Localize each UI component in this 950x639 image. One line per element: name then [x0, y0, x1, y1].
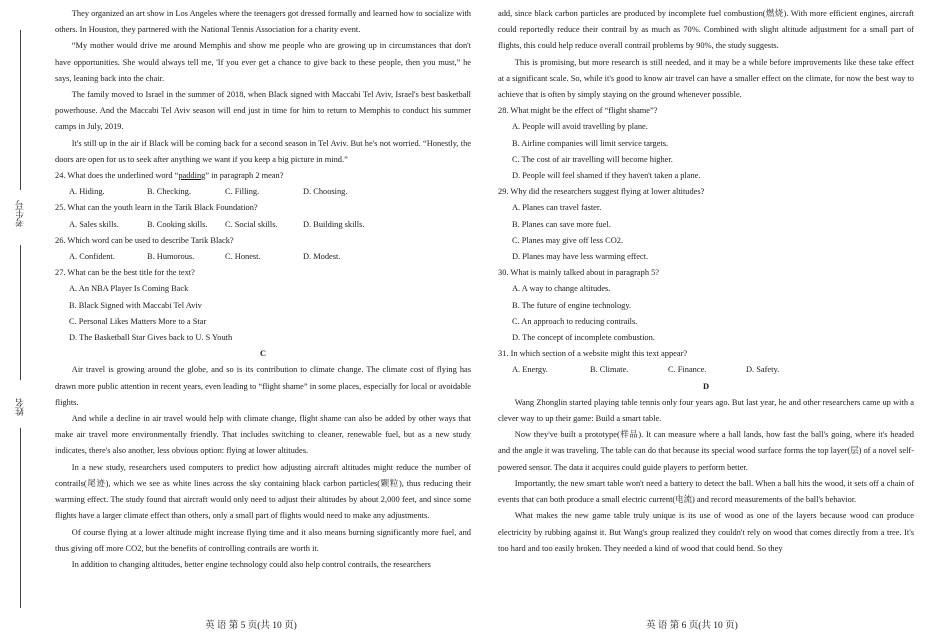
underlined-word: padding [178, 171, 206, 181]
option: D. Planes may have less warming effect. [512, 252, 649, 262]
option: D. Choosing. [303, 187, 348, 197]
option: D. The Basketball Star Gives back to U. S Youth [69, 333, 233, 343]
question-24-options [55, 184, 471, 200]
option: C. An approach to reducing contrails. [512, 316, 638, 326]
question-31-stem: 31. In which section of a website might this text appear? [498, 349, 688, 359]
binding-line [20, 245, 22, 380]
question-31-options [498, 362, 914, 378]
paragraph: What makes the new game table truly unique is its use of wood as one of the layers because wood can produce electricity by rubbing against it. But Wang's group realized they couldn't rely on wood that comes directly from a tree. It's too hard and too easily broken. They needed a kind of wood that could bend. So they [498, 511, 914, 553]
binding-margin [0, 0, 36, 639]
option: D. Modest. [303, 252, 341, 262]
binding-line [20, 30, 22, 190]
option: A. An NBA Player Is Coming Back [69, 284, 189, 294]
option: A. People will avoid travelling by plane. [512, 122, 648, 132]
option: C. Planes may give off less CO2. [512, 235, 624, 245]
question-28-stem: 28. What might be the effect of “flight shame”? [498, 106, 658, 116]
option: A. A way to change altitudes. [512, 284, 611, 294]
option: B. Airline companies will limit service targets. [512, 138, 669, 148]
option: D. The concept of incomplete combustion. [512, 333, 655, 343]
paragraph: Of course flying at a lower altitude might increase flying time and it also means burning significantly more fuel, and thus giving off more CO2, but the benefits of controlling contrails are worth it. [55, 527, 471, 553]
paragraph: And while a decline in air travel would help with climate change, flight shame can also be added by other ways that make air travel more environmentally friendly. That includes switching to cleaner, renewable fuel, but as a new study indicates, there's also another, less obvious option: flying at lower altitudes. [55, 414, 471, 456]
page-footer-right: 英 语 第 6 页(共 10 页) [646, 621, 738, 631]
option: B. Black Signed with Maccabi Tel Aviv [69, 300, 202, 310]
section-c-title: C [259, 349, 267, 359]
paragraph: add, since black carbon particles are produced by incomplete fuel combustion(燃烧). With more efficient engines, aircraft could reportedly reduce their contrail by as much as 70%. Combined with slight altitude adjustment for a small part of flights, this could help reduce overall contrail problems by 90%, the study suggests. [498, 9, 914, 51]
question-27-stem: 27. What can be the best title for the text? [55, 268, 195, 278]
section-d-title: D [702, 381, 710, 391]
option: D. Safety. [746, 365, 780, 375]
name-label: 姓名 [15, 398, 25, 416]
paragraph: Air travel is growing around the globe, and so is its contribution to climate change. The climate cost of flying has drawn more public attention in recent years, even leading to “flight shame” in some places, especially for local or avoidable flights. [55, 365, 471, 407]
option: B. Cooking skills. [147, 219, 208, 229]
paragraph: It's still up in the air if Black will be coming back for a second season in Tel Aviv. But he's not worried. “Honestly, the doors are open for us to seek after anything we want if you keep a big picture in mind.” [55, 138, 471, 164]
question-30-stem: 30. What is mainly talked about in paragraph 5? [498, 268, 660, 278]
option: D. Building skills. [303, 219, 365, 229]
option: A. Planes can travel faster. [512, 203, 602, 213]
option: B. Climate. [590, 365, 629, 375]
paragraph: In a new study, researchers used computers to predict how adjusting aircraft altitudes might reduce the number of contrails(尾迹), which we see as white lines across the sky containing black carbon particles(颗粒), thus reducing their warming effect. The study found that aircraft would only need to adjust their altitudes by about 2,000 feet, and since some flights have a larger climate effect than others, only a small part of flights would need to make any adjustments. [55, 462, 471, 521]
option: B. The future of engine technology. [512, 300, 632, 310]
right-column [498, 6, 914, 557]
paragraph: In addition to changing altitudes, better engine technology could also help control contrails, the researchers [71, 559, 431, 569]
paragraph: This is promising, but more research is still needed, and it may be a while before improvements like these take effect at a significant scale. So, while it's good to know air travel can have a smaller effect on the climate, for now the best way to achieve that is often by simply staying on the ground whenever possible. [498, 57, 914, 100]
question-26-options [55, 249, 471, 265]
question-24-stem: 24. What does the underlined word “padding” in paragraph 2 mean? [55, 171, 284, 181]
paragraph: “My mother would drive me around Memphis and show me people who are growing up in circumstances that don't have opportunities. She would always tell me, 'If you ever get a chance to give back to these people, then you must,” he says, leaning back into the chair. [55, 41, 471, 83]
option: A. Confident. [69, 252, 115, 262]
question-26-stem: 26. Which word can be used to describe Tarik Black? [55, 235, 234, 245]
left-column [55, 6, 471, 573]
paragraph: Importantly, the new smart table won't need a battery to detect the ball. When a ball hits the wood, it sets off a chain of events that can both produce a small electric current(电流) and record measurements of the ball's behavior. [498, 478, 914, 505]
option: D. People will feel shamed if they haven't taken a plane. [512, 171, 701, 181]
paragraph: Wang Zhonglin started playing table tennis only four years ago. But last year, he and other researchers came up with a clever way to up their game: Build a smart table. [498, 397, 914, 424]
binding-line [20, 428, 22, 608]
page-footer-left: 英 语 第 5 页(共 10 页) [205, 621, 297, 631]
option: A. Sales skills. [69, 219, 119, 229]
question-29-stem: 29. Why did the researchers suggest flying at lower altitudes? [498, 187, 705, 197]
option: B. Planes can save more fuel. [512, 219, 611, 229]
paragraph: They organized an art show in Los Angeles where the teenagers got dressed formally and learned how to socialize with others. In Houston, they partnered with the National Tennis Association for a charity event. [55, 9, 471, 35]
option: B. Humorous. [147, 252, 195, 262]
option: C. Honest. [225, 252, 261, 262]
option: B. Checking. [147, 187, 191, 197]
paragraph: The family moved to Israel in the summer of 2018, when Black signed with Maccabi Tel Aviv, Israel's best basketball powerhouse. And the Maccabi Tel Aviv season will end just in time for him to return to Memphis to conduct his summer camps in July, 2019. [55, 90, 471, 132]
option: A. Energy. [512, 365, 548, 375]
option: C. Personal Likes Matters More to a Star [69, 316, 207, 326]
option: A. Hiding. [69, 187, 105, 197]
option: C. Filling. [225, 187, 260, 197]
option: C. Social skills. [225, 219, 278, 229]
question-25-options [55, 217, 471, 233]
option: C. Finance. [668, 365, 707, 375]
paragraph: Now they've built a prototype(样品). It can measure where a ball lands, how fast the ball's going, where it's headed and the angle it was traveling. The table can do that because its special wood surface forms the top layer(层) of a novel self-powered sensor. The data it acquires could guide players to perform better. [498, 430, 914, 472]
option: C. The cost of air travelling will become higher. [512, 154, 673, 164]
exam-number-label: 考生号 [15, 200, 25, 227]
question-25-stem: 25. What can the youth learn in the Tarik Black Foundation? [55, 203, 258, 213]
